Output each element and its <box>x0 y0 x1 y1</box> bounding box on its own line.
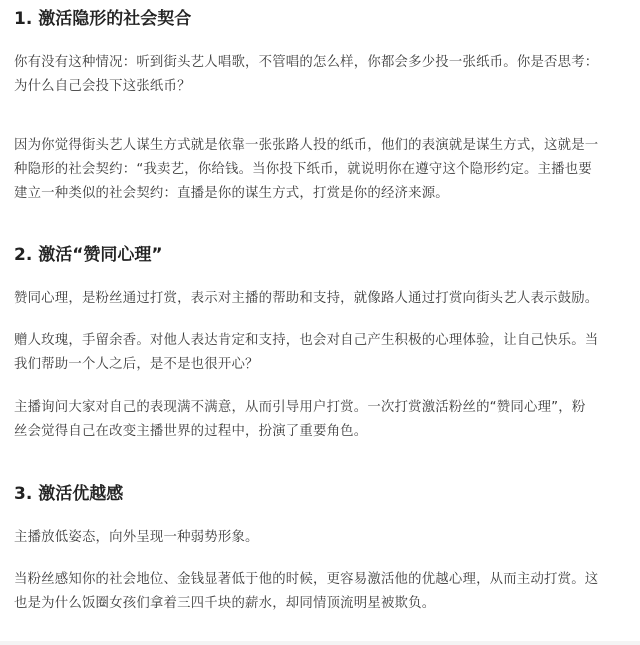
paragraph-1-1 <box>14 51 630 99</box>
section-heading-3: 3. 激活优越感 <box>14 484 124 504</box>
text-line: 我们帮助一个人之后，是不是也很开心？ <box>14 357 259 372</box>
text-line: 当粉丝感知你的社会地位、金钱显著低于他的时候，更容易激活他的优越心理，从而主动打赏。这 <box>14 572 599 587</box>
text-line: 主播放低姿态，向外呈现一种弱势形象。 <box>14 530 259 545</box>
text-line: 赠人玫瑰，手留余香。对他人表达肯定和支持，也会对自己产生积极的心理体验，让自己快乐。当 <box>14 333 599 348</box>
paragraph-1-2 <box>14 134 630 206</box>
section-heading-2: 2. 激活“赞同心理” <box>14 245 163 265</box>
text-line: 也是为什么饭圈女孩们拿着三四千块的薪水，却同情顶流明星被欺负。 <box>14 596 436 611</box>
text-line: 赞同心理，是粉丝通过打赏，表示对主播的帮助和支持，就像路人通过打赏向街头艺人表示鼓励。 <box>14 291 599 306</box>
paragraph-3-2 <box>14 568 630 616</box>
paragraph-2-1 <box>14 287 630 311</box>
text-line: 因为你觉得街头艺人谋生方式就是依靠一张张路人投的纸币，他们的表演就是谋生方式，这就是一 <box>14 138 599 153</box>
section-heading-1: 1. 激活隐形的社会契合 <box>14 9 192 29</box>
paragraph-3-1 <box>14 526 630 550</box>
paragraph-2-2 <box>14 329 630 377</box>
text-line: 种隐形的社会契约：“我卖艺，你给钱。当你投下纸币，就说明你在遵守这个隐形约定。主播也要 <box>14 162 592 177</box>
text-line: 主播询问大家对自己的表现满不满意，从而引导用户打赏。一次打赏激活粉丝的“赞同心理”，粉 <box>14 400 586 415</box>
text-line: 你有没有这种情况：听到街头艺人唱歌，不管唱的怎么样，你都会多少投一张纸币。你是否思考： <box>14 55 599 70</box>
text-line: 丝会觉得自己在改变主播世界的过程中，扮演了重要角色。 <box>14 424 368 439</box>
bottom-divider <box>0 641 640 645</box>
paragraph-2-3 <box>14 396 630 444</box>
text-line: 建立一种类似的社会契约：直播是你的谋生方式，打赏是你的经济来源。 <box>14 186 449 201</box>
text-line: 为什么自己会投下这张纸币？ <box>14 79 191 94</box>
